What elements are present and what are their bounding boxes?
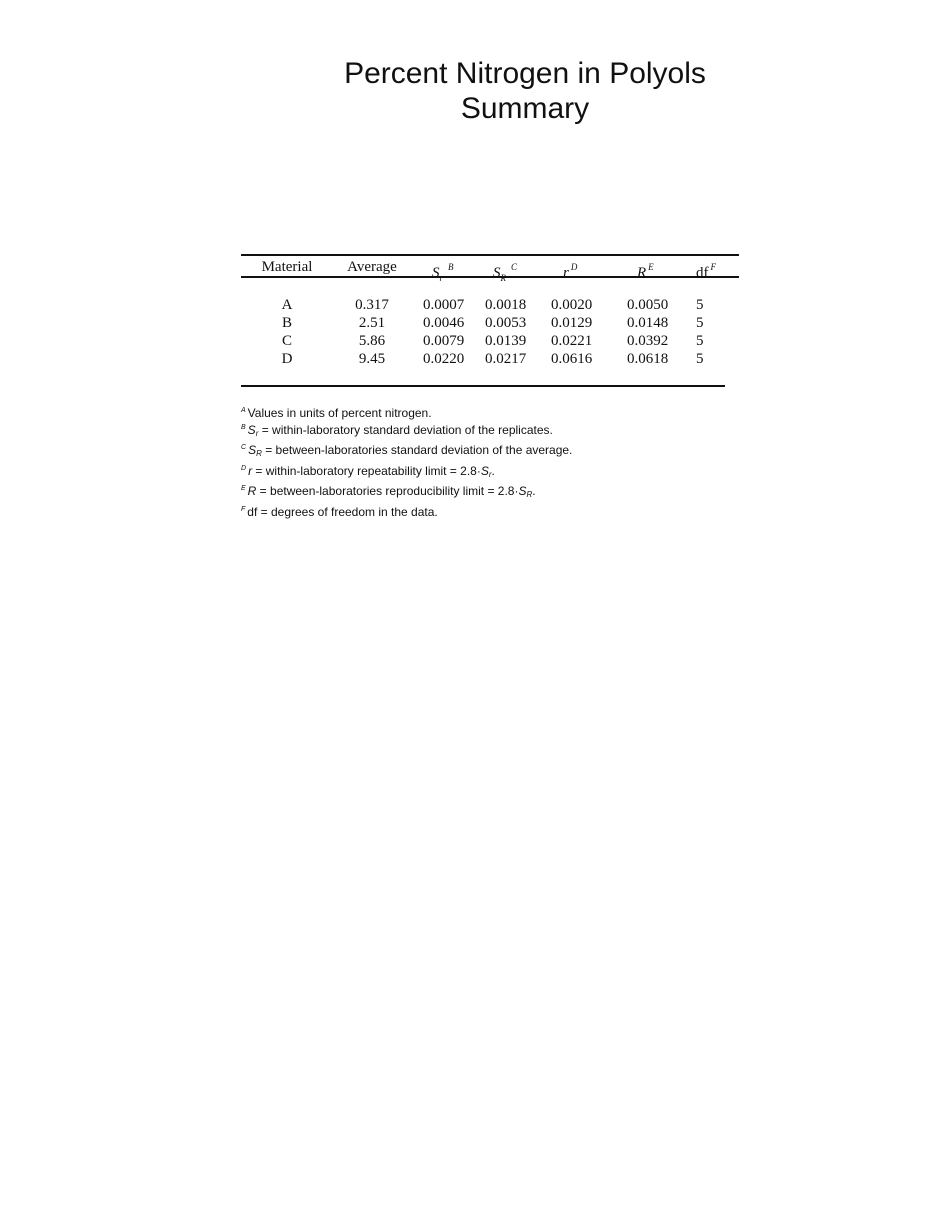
row-d-df: 5 [696, 351, 704, 367]
footnote-c-mark: C [241, 444, 247, 451]
footnote-e-tail-sub: R [526, 490, 533, 499]
footnote-d-tail: . [491, 463, 495, 478]
title-line-2: Summary [460, 92, 590, 125]
row-a-sr: 0.0007 [423, 297, 465, 313]
footnote-d [241, 462, 741, 483]
footnote-f-text: df = degrees of freedom in the data. [247, 504, 438, 519]
footnote-e-tail-sym: S [518, 484, 527, 498]
header-sr [432, 258, 488, 287]
row-c-material: C [281, 333, 292, 349]
row-d-sr: 0.0220 [423, 351, 465, 367]
row-a-sR: 0.0018 [485, 297, 527, 313]
row-a-R: 0.0050 [627, 297, 669, 313]
footnote-d-tail-sub: r [488, 469, 492, 479]
row-c-sR: 0.0139 [485, 333, 527, 349]
row-a-r: 0.0020 [551, 297, 593, 313]
row-b-r: 0.0129 [551, 315, 593, 331]
header-sr-sub: r [439, 273, 444, 283]
page-title [300, 56, 750, 126]
title-line-1: Percent Nitrogen in Polyols [344, 57, 706, 90]
row-c-r: 0.0221 [551, 333, 593, 349]
footnote-b-sub: r [255, 428, 259, 438]
header-R-sup: E [648, 262, 654, 272]
header-df [696, 258, 736, 282]
row-b-material: B [281, 315, 292, 331]
footnote-c-text: = between-laboratories standard deviation of the average. [261, 443, 573, 457]
header-R-base: R [637, 265, 647, 281]
row-b-R: 0.0148 [627, 315, 669, 331]
footnote-d-sym: r [248, 463, 253, 478]
footnote-a [241, 404, 741, 421]
header-sR [493, 258, 549, 287]
header-R [637, 258, 697, 282]
footnote-d-text: = within-laboratory repeatability limit = 2.8· [252, 463, 481, 478]
table-top-rule [241, 254, 739, 256]
header-df-base: df [696, 265, 709, 281]
row-c-df: 5 [696, 333, 704, 349]
row-a-df: 5 [696, 297, 704, 313]
header-sR-sup: C [511, 262, 518, 272]
row-c-average: 5.86 [358, 333, 386, 349]
footnotes [241, 404, 741, 519]
header-sr-sup: B [448, 262, 454, 272]
table-bottom-rule [241, 385, 725, 387]
header-sR-base: S [493, 265, 501, 281]
footnote-e-mark: E [241, 485, 246, 492]
footnote-c [241, 441, 741, 462]
footnote-b-sym: S [247, 422, 256, 437]
row-d-sR: 0.0217 [485, 351, 527, 367]
row-d-r: 0.0616 [551, 351, 593, 367]
footnote-e-tail: . [532, 484, 536, 498]
header-r [563, 258, 623, 282]
row-b-df: 5 [696, 315, 704, 331]
footnote-c-sym: S [248, 443, 257, 457]
footnote-e-text: = between-laboratories reproducibility limit = 2.8· [256, 484, 519, 498]
row-c-R: 0.0392 [627, 333, 669, 349]
row-b-sr: 0.0046 [423, 315, 465, 331]
row-b-average: 2.51 [358, 315, 386, 331]
header-average: Average [347, 259, 397, 275]
footnote-b-text: = within-laboratory standard deviation of the replicates. [258, 422, 553, 437]
row-d-material: D [281, 351, 293, 367]
footnote-e [241, 482, 741, 503]
footnote-b-mark: B [241, 423, 246, 431]
header-sr-base: S [432, 265, 440, 281]
header-r-sup: D [570, 262, 578, 272]
row-a-average: 0.317 [355, 297, 389, 313]
row-d-average: 9.45 [358, 351, 386, 367]
footnote-f [241, 503, 741, 520]
row-c-sr: 0.0079 [423, 333, 465, 349]
row-d-R: 0.0618 [627, 351, 669, 367]
footnote-d-mark: D [241, 464, 247, 472]
row-b-sR: 0.0053 [485, 315, 527, 331]
row-a-material: A [281, 297, 293, 313]
footnote-e-sym: R [247, 484, 257, 498]
footnote-b [241, 421, 741, 442]
footnote-c-sub: R [256, 449, 262, 458]
header-sR-sub: R [500, 273, 506, 283]
footnote-a-mark: A [241, 407, 246, 414]
header-df-sup: F [710, 262, 716, 272]
footnote-a-text: Values in units of percent nitrogen. [247, 406, 432, 420]
header-r-base: r [563, 265, 569, 281]
header-material: Material [261, 259, 313, 275]
footnote-d-tail-sym: S [480, 463, 489, 478]
footnote-f-mark: F [241, 505, 246, 513]
